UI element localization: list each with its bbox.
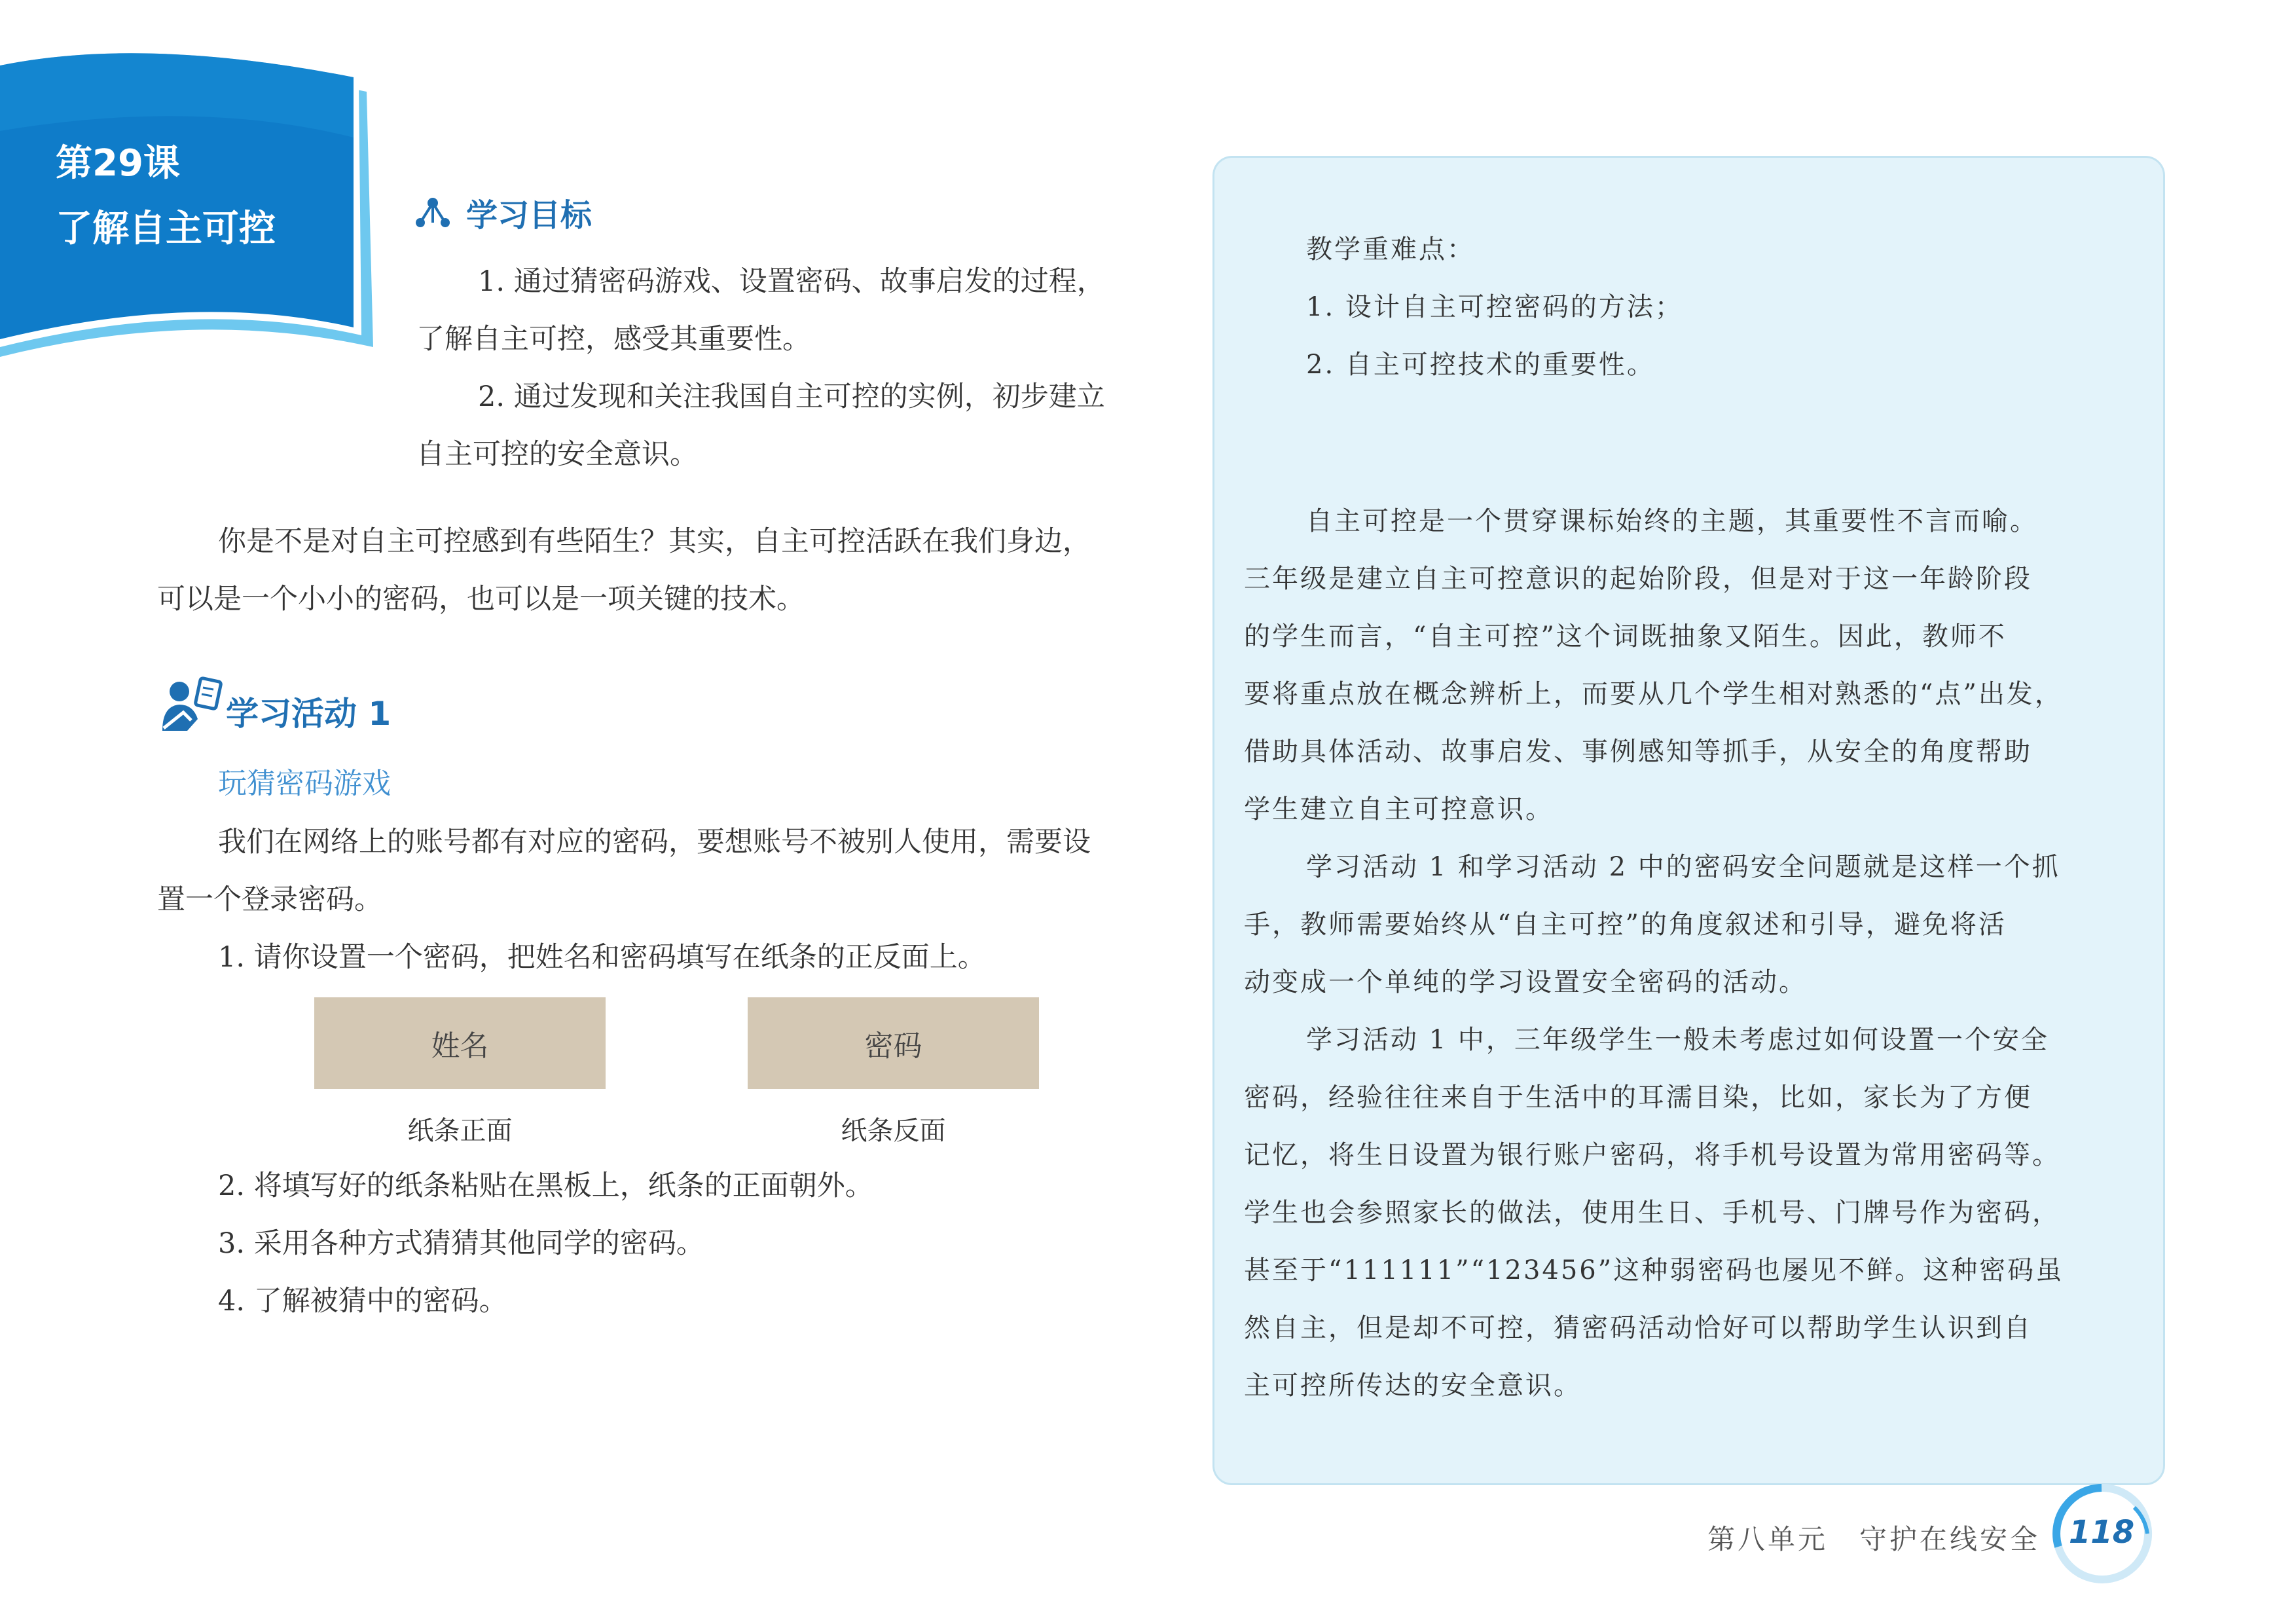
activity1-line: 我们在网络上的账号都有对应的密码，要想账号不被别人使用，需要设 bbox=[218, 826, 1091, 858]
note-line: 记忆，将生日设置为银行账户密码，将手机号设置为常用密码等。 bbox=[1244, 1140, 2060, 1170]
paper-back-caption: 纸条反面 bbox=[841, 1116, 946, 1146]
objectives-heading: 学习目标 bbox=[466, 197, 592, 234]
note-line: 学生建立自主可控意识。 bbox=[1244, 794, 1554, 824]
lesson-number: 第29课 bbox=[56, 142, 180, 185]
activity1-line: 1. 请你设置一个密码，把姓名和密码填写在纸条的正反面上。 bbox=[218, 941, 986, 974]
objectives-icon bbox=[414, 196, 452, 229]
paper-front-caption: 纸条正面 bbox=[407, 1116, 513, 1146]
paper-front-card bbox=[314, 997, 606, 1089]
page-number: 118 bbox=[2068, 1514, 2135, 1551]
note-line: 学习活动 1 中，三年级学生一般未考虑过如何设置一个安全 bbox=[1306, 1025, 2049, 1055]
activity1-subtitle: 玩猜密码游戏 bbox=[218, 767, 391, 800]
key-points-line: 教学重难点： bbox=[1306, 234, 1475, 265]
objective-line: 了解自主可控，感受其重要性。 bbox=[416, 323, 811, 356]
student-reading-icon bbox=[157, 673, 223, 732]
note-line: 借助具体活动、故事启发、事例感知等抓手，从安全的角度帮助 bbox=[1244, 737, 2032, 767]
activity1-heading: 学习活动 1 bbox=[226, 695, 392, 733]
activity1-step: 2. 将填写好的纸条粘贴在黑板上，纸条的正面朝外。 bbox=[218, 1170, 873, 1202]
card-label: 密码 bbox=[864, 1029, 922, 1063]
objective-line: 1. 通过猜密码游戏、设置密码、故事启发的过程， bbox=[478, 265, 1105, 298]
activity1-step: 3. 采用各种方式猜猜其他同学的密码。 bbox=[218, 1227, 704, 1260]
note-line: 手，教师需要始终从“自主可控”的角度叙述和引导，避免将活 bbox=[1244, 910, 2007, 940]
objective-line: 2. 通过发现和关注我国自主可控的实例，初步建立 bbox=[478, 380, 1105, 413]
note-line: 然自主，但是却不可控，猜密码活动恰好可以帮助学生认识到自 bbox=[1244, 1313, 2032, 1343]
key-points-line: 2. 自主可控技术的重要性。 bbox=[1306, 350, 1655, 380]
note-line: 学生也会参照家长的做法，使用生日、手机号、门牌号作为密码， bbox=[1244, 1198, 2060, 1228]
note-line: 甚至于“111111”“123456”这种弱密码也屡见不鲜。这种密码虽 bbox=[1244, 1255, 2064, 1285]
note-line: 密码，经验往往来自于生活中的耳濡目染，比如，家长为了方便 bbox=[1244, 1082, 2032, 1113]
footer-unit-title: 守护在线安全 bbox=[1859, 1523, 2041, 1555]
intro-line: 你是不是对自主可控感到有些陌生？其实，自主可控活跃在我们身边， bbox=[218, 525, 1091, 558]
note-line: 自主可控是一个贯穿课标始终的主题，其重要性不言而喻。 bbox=[1306, 506, 2038, 536]
objective-line: 自主可控的安全意识。 bbox=[416, 438, 698, 471]
footer-unit: 第八单元 bbox=[1707, 1523, 1829, 1555]
note-line: 三年级是建立自主可控意识的起始阶段，但是对于这一年龄阶段 bbox=[1244, 564, 2032, 594]
paper-back-card bbox=[748, 997, 1039, 1089]
note-line: 动变成一个单纯的学习设置安全密码的活动。 bbox=[1244, 967, 1807, 997]
activity1-step: 4. 了解被猜中的密码。 bbox=[218, 1285, 507, 1318]
note-line: 的学生而言，“自主可控”这个词既抽象又陌生。因此，教师不 bbox=[1244, 621, 2007, 652]
activity1-line: 置一个登录密码。 bbox=[157, 883, 382, 916]
intro-line: 可以是一个小小的密码，也可以是一项关键的技术。 bbox=[157, 583, 805, 616]
lesson-title: 了解自主可控 bbox=[56, 208, 276, 250]
card-label: 姓名 bbox=[431, 1029, 489, 1063]
note-line: 要将重点放在概念辨析上，而要从几个学生相对熟悉的“点”出发， bbox=[1244, 679, 2063, 709]
note-line: 学习活动 1 和学习活动 2 中的密码安全问题就是这样一个抓 bbox=[1306, 852, 2060, 882]
note-line: 主可控所传达的安全意识。 bbox=[1244, 1371, 1582, 1401]
key-points-line: 1. 设计自主可控密码的方法； bbox=[1306, 292, 1683, 322]
